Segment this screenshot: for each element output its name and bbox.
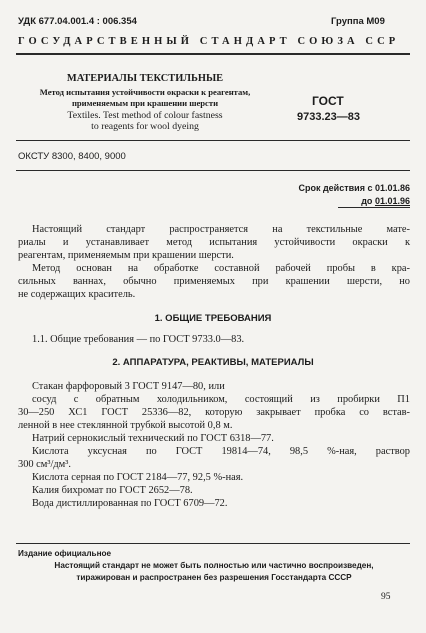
section-2-line-6: Кислота уксусная по ГОСТ 19814—74, 98,5 %-ная, раствор [32, 446, 410, 457]
okstu-codes: ОКСТУ 8300, 8400, 9000 [18, 151, 126, 162]
copyright-notice-line-2: тиражирован и распространен без разрешения Госстандарта СССР [76, 573, 352, 582]
validity-end [361, 196, 410, 206]
validity-end-prefix: до [361, 196, 373, 206]
udk-code: УДК 677.04.001.4 : 006.354 [18, 16, 137, 27]
validity-end-date: 01.01.96 [374, 196, 410, 206]
document-title: МАТЕРИАЛЫ ТЕКСТИЛЬНЫЕ [66, 73, 224, 84]
english-title-line-1: Textiles. Test method of colour fastness [67, 110, 223, 121]
validity-underline [338, 207, 410, 208]
section-2-line-3: 30—250 ХС1 ГОСТ 25336—82, которую закрывает пробка со встав- [18, 407, 410, 418]
section-2-line-1: Стакан фарфоровый 3 ГОСТ 9147—80, или [32, 381, 225, 392]
intro-p1-line-1: Настоящий стандарт распространяется на текстильные мате- [32, 224, 410, 235]
intro-p1-line-2: риалы и устанавливает метод испытания устойчивости окраски к [18, 237, 410, 248]
section-2-line-2: сосуд с обратным холодильником, состоящий из пробирки П1 [32, 394, 410, 405]
group-code: Группа М09 [331, 16, 385, 27]
copyright-notice-line-1: Настоящий стандарт не может быть полностью или частично воспроизведен, [54, 561, 374, 570]
intro-p2-line-2: сильных ваннах, обычно применяемых при крашении шерсти, но [18, 276, 410, 287]
section-2-heading: 2. АППАРАТУРА, РЕАКТИВЫ, МАТЕРИАЛЫ [112, 357, 314, 368]
section-1-heading: 1. ОБЩИЕ ТРЕБОВАНИЯ [154, 313, 272, 324]
gost-number: 9733.23—83 [297, 111, 360, 123]
header-rule [16, 53, 410, 55]
gost-label: ГОСТ [312, 94, 344, 108]
validity-start: Срок действия с 01.01.86 [298, 183, 410, 193]
section-2-line-5: Натрий сернокислый технический по ГОСТ 6318—77. [32, 433, 274, 444]
okstu-rule [16, 170, 410, 171]
section-2-line-10: Вода дистиллированная по ГОСТ 6709—72. [32, 498, 228, 509]
intro-p1-line-3: реагентам, применяемым при крашении шерсти. [18, 250, 234, 261]
section-2-line-4: ленной в нее стеклянной трубкой высотой 0,8 м. [18, 420, 233, 431]
section-2-line-7: 300 см³/дм³. [18, 459, 71, 470]
page-number: 95 [381, 592, 391, 602]
english-title-line-2: to reagents for wool dyeing [91, 121, 199, 132]
section-2-line-9: Калия бихромат по ГОСТ 2652—78. [32, 485, 193, 496]
section-1-text: 1.1. Общие требования — по ГОСТ 9733.0—83. [32, 334, 245, 345]
document-subtitle-line-1: Метод испытания устойчивости окраски к реагентам, [39, 87, 251, 97]
intro-p2-line-3: не содержащих краситель. [18, 289, 136, 300]
document-subtitle-line-2: применяемым при крашении шерсти [71, 98, 219, 108]
standard-org-title: ГОСУДАРСТВЕННЫЙ СТАНДАРТ СОЮЗА ССР [18, 36, 400, 47]
title-rule [16, 140, 410, 141]
intro-p2-line-1: Метод основан на обработке составной рабочей пробы в кра- [32, 263, 410, 274]
section-2-line-8: Кислота серная по ГОСТ 2184—77, 92,5 %-ная. [32, 472, 244, 483]
footer-rule [16, 543, 410, 544]
edition-label: Издание официальное [18, 549, 112, 558]
